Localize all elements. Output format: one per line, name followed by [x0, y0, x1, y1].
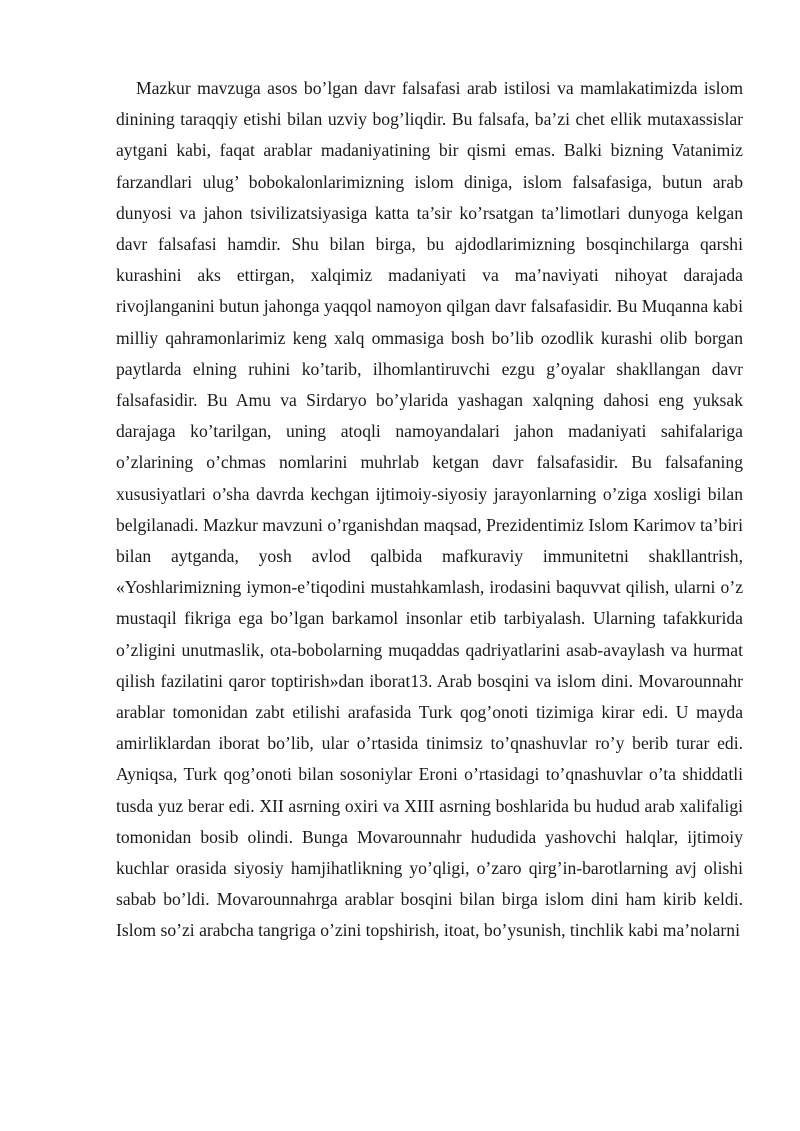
body-paragraph: Mazkur mavzuga asos bo’lgan davr falsafasi arab istilosi va mamlakatimizda islom dinining taraqqiy etishi bilan uzviy bog’liqdir. Bu falsafa, ba’zi chet ellik mutaxassislar aytgani kabi, faqat arablar madaniyatining bir qismi emas. Balki bizning Vatanimiz farzandlari ulug’ bobokalonlarimizning islom diniga, islom falsafasiga, butun arab dunyosi va jahon tsivilizatsiyasiga katta ta’sir ko’rsatgan ta’limotlari dunyoga kelgan davr falsafasi hamdir. Shu bilan birga, bu ajdodlarimizning bosqinchilarga qarshi kurashini aks ettirgan, xalqimiz madaniyati va ma’naviyati nihoyat darajada rivojlanganini butun jahonga yaqqol namoyon qilgan davr falsafasidir. Bu Muqanna kabi milliy qahramonlarimiz keng xalq ommasiga bosh bo’lib ozodlik kurashi olib borgan paytlarda elning ruhini ko’tarib, ilhomlantiruvchi ezgu g’oyalar shakllangan davr falsafasidir. Bu Amu va Sirdaryo bo’ylarida yashagan xalqning dahosi eng yuksak darajaga ko’tarilgan, uning atoqli namoyandalari jahon madaniyati sahifalariga o’zlarining o’chmas nomlarini muhrlab ketgan davr falsafasidir. Bu falsafaning xususiyatlari o’sha davrda kechgan ijtimoiy-siyosiy jarayonlarning o’ziga xosligi bilan belgilanadi. Mazkur mavzuni o’rganishdan maqsad, Prezidentimiz Islom Karimov ta’biri bilan aytganda, yosh avlod qalbida mafkuraviy immunitetni shakllantrish, «Yoshlarimizning iymon-e’tiqodini mustahkamlash, irodasini baquvvat qilish, ularni o’z mustaqil fikriga ega bo’lgan barkamol insonlar etib tarbiyalash. Ularning tafakkurida o’zligini unutmaslik, ota-bobolarning muqaddas qadriyatlarini asab-avaylash va hurmat qilish fazilatini qaror toptirish»dan iborat13. Arab bosqini va islom dini. Movarounnahr arablar tomonidan zabt etilishi arafasida Turk qog’onoti tizimiga kirar edi. U mayda amirliklardan iborat bo’lib, ular o’rtasida tinimsiz to’qnashuvlar ro’y berib turar edi. Ayniqsa, Turk qog’onoti bilan sosoniylar Eroni o’rtasidagi to’qnashuvlar o’ta shiddatli tusda yuz berar edi. XII asrning oxiri va XIII asrning boshlarida bu hudud arab xalifaligi tomonidan bosib olindi. Bunga Movarounnahr hududida yashovchi halqlar, ijtimoiy kuchlar orasida siyosiy hamjihatlikning yo’qligi, o’zaro qirg’in-barotlarning avj olishi sabab bo’ldi. Movarounnahrga arablar bosqini bilan birga islom dini ham kirib keldi. Islom so’zi arabcha tangriga o’zini topshirish, itoat, bo’ysunish, tinchlik kabi ma’nolarni — [116, 78, 743, 941]
